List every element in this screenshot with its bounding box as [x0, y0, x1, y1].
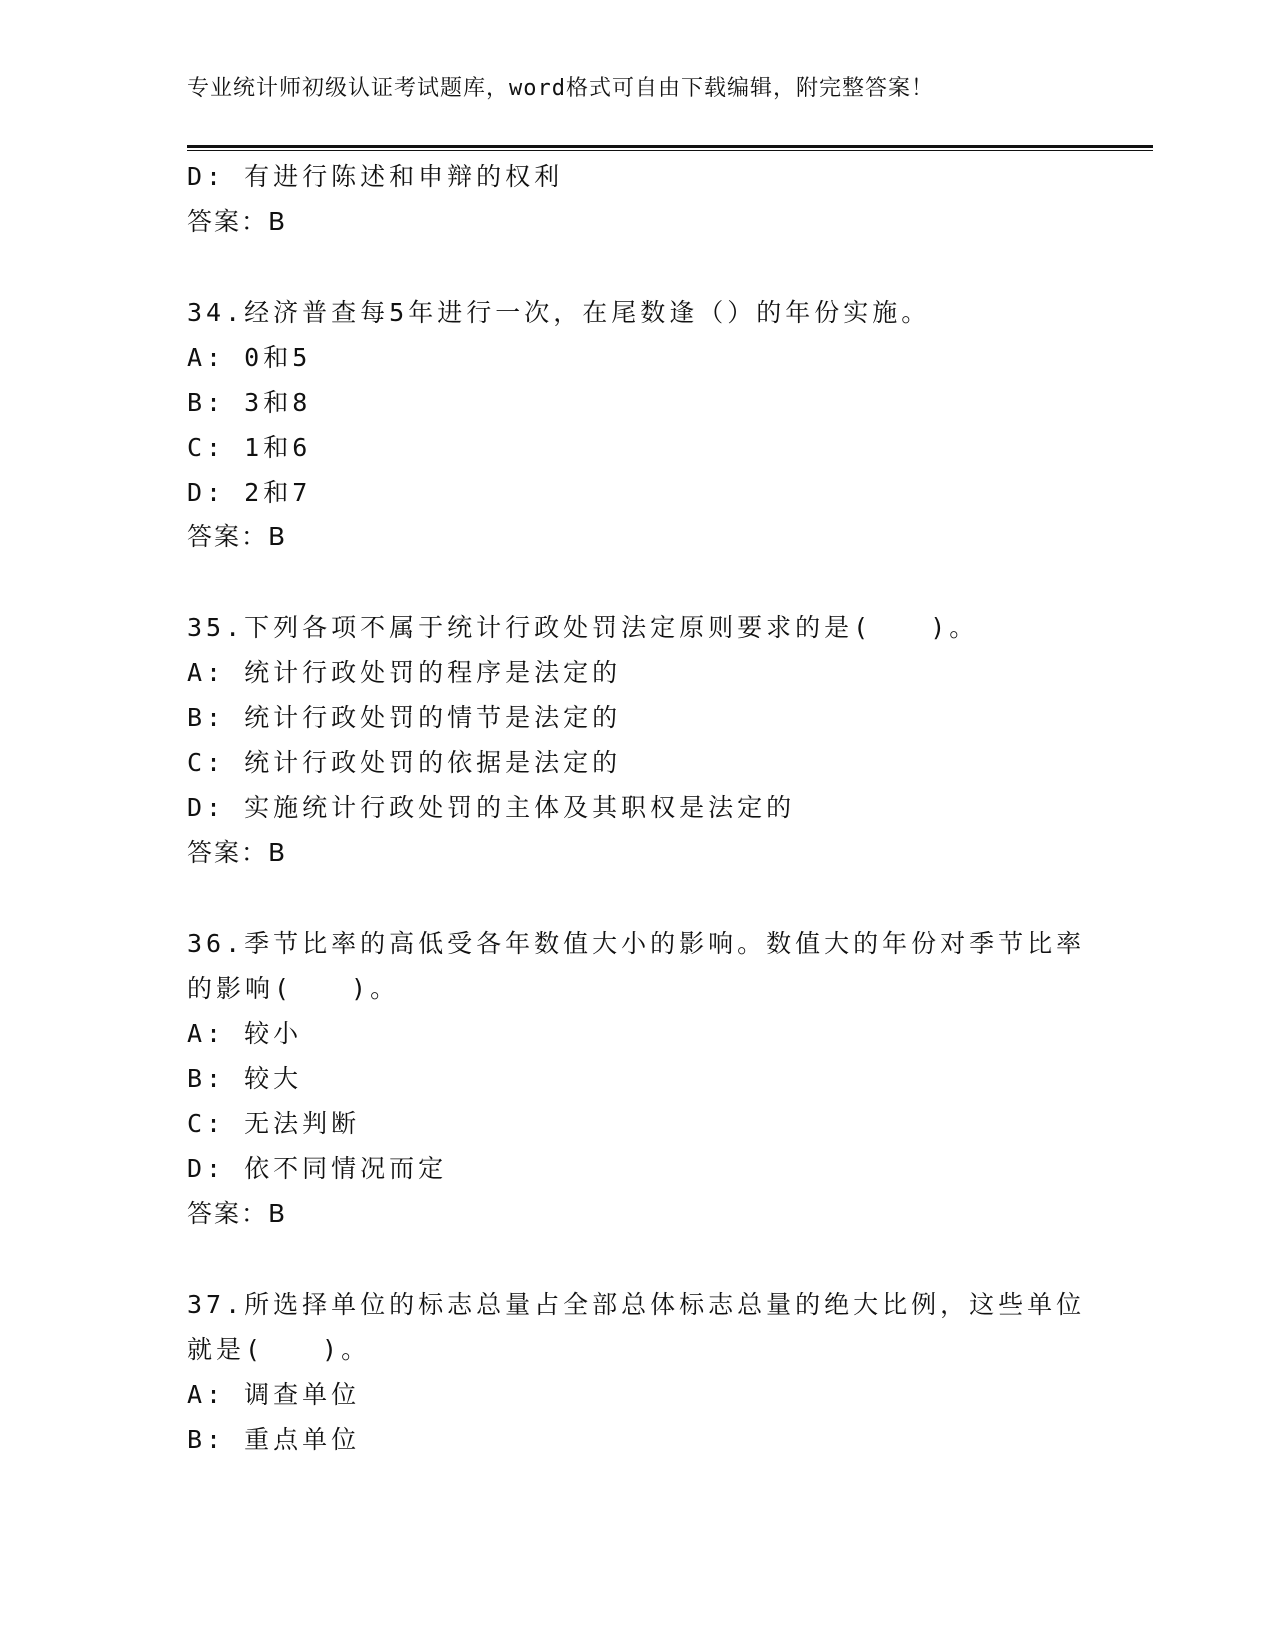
q35-option-a: A: 统计行政处罚的程序是法定的	[187, 658, 622, 687]
q37-option-a: A: 调查单位	[187, 1380, 361, 1409]
q36-option-b: B: 较大	[187, 1064, 303, 1093]
q34-stem: 34.经济普查每5年进行一次，在尾数逢（）的年份实施。	[187, 298, 931, 327]
header-rule-thin	[187, 150, 1153, 151]
prev-option-d: D: 有进行陈述和申辩的权利	[187, 162, 564, 191]
q35-answer: 答案：B	[187, 838, 288, 867]
q35-option-b: B: 统计行政处罚的情节是法定的	[187, 703, 622, 732]
q34-option-a: A: 0和5	[187, 343, 312, 372]
q34-answer: 答案：B	[187, 522, 288, 551]
q35-option-d: D: 实施统计行政处罚的主体及其职权是法定的	[187, 793, 796, 822]
q34-option-b: B: 3和8	[187, 388, 312, 417]
q37-stem-line2: 就是( )。	[187, 1335, 371, 1364]
q34-option-d: D: 2和7	[187, 478, 312, 507]
document-header: 专业统计师初级认证考试题库，word格式可自由下载编辑，附完整答案！	[187, 76, 934, 101]
q36-option-c: C: 无法判断	[187, 1109, 361, 1138]
header-rule-thick	[187, 145, 1153, 148]
q36-option-a: A: 较小	[187, 1019, 303, 1048]
q37-stem-line1: 37.所选择单位的标志总量占全部总体标志总量的绝大比例，这些单位	[187, 1290, 1086, 1319]
q36-option-d: D: 依不同情况而定	[187, 1154, 448, 1183]
q35-option-c: C: 统计行政处罚的依据是法定的	[187, 748, 622, 777]
q36-answer: 答案：B	[187, 1199, 288, 1228]
q35-stem: 35.下列各项不属于统计行政处罚法定原则要求的是( )。	[187, 613, 979, 642]
prev-answer: 答案：B	[187, 207, 288, 236]
q34-option-c: C: 1和6	[187, 433, 312, 462]
q36-stem-line1: 36.季节比率的高低受各年数值大小的影响。数值大的年份对季节比率	[187, 929, 1086, 958]
q36-stem-line2: 的影响( )。	[187, 974, 400, 1003]
q37-option-b: B: 重点单位	[187, 1425, 361, 1454]
